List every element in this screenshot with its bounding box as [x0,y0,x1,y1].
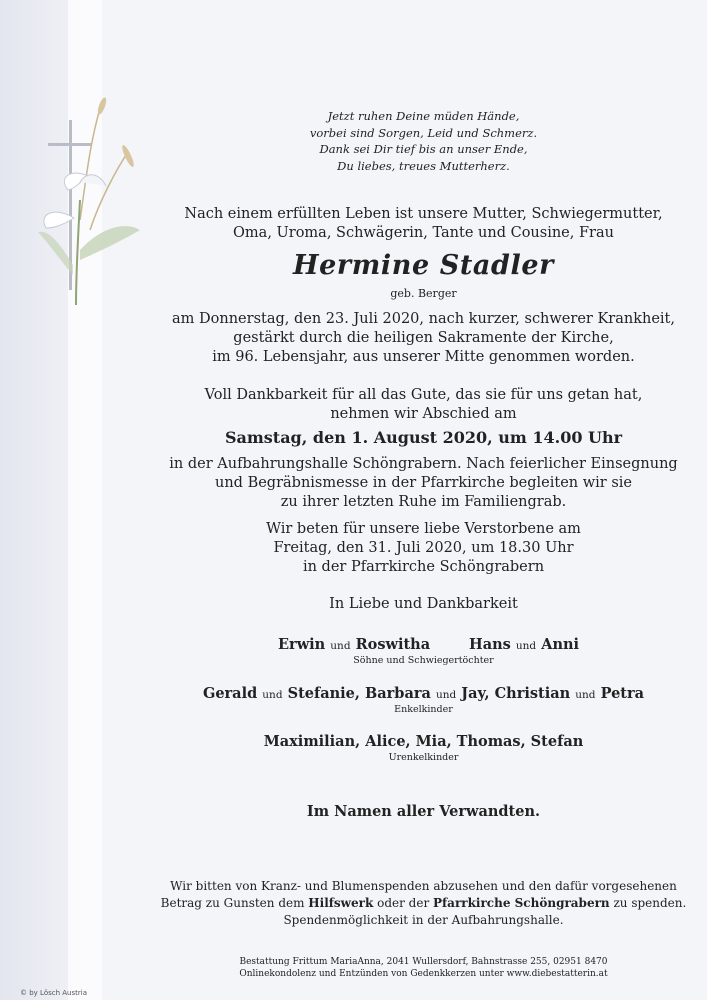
grandchild-name: Petra [600,685,645,702]
children-label: Söhne und Schwiegertöchter [353,655,494,666]
prayer-line-3: in der Pfarrkirche Schöngrabern [302,559,545,575]
maiden-name: geb. Berger [390,287,457,300]
church-name: Pfarrkirche Schöngrabern [433,896,610,910]
death-line-1: am Donnerstag, den 23. Juli 2020, nach kurzer, schwerer Krankheit, [172,311,675,327]
child-name: Roswitha [355,636,431,653]
content-column [140,0,707,1000]
und-text: und [330,640,351,652]
children-pair-1 [278,636,430,653]
undertaker-line-1: Bestattung Frittum MariaAnna, 2041 Wullersdorf, Bahnstrasse 255, 02951 8470 [239,957,608,967]
poem-line-3: Dank sei Dir tief bis an unser Ende, [319,142,528,156]
donation-line-1: Wir bitten von Kranz- und Blumenspenden abzusehen und den dafür vorgesehenen [170,879,677,893]
donation-text: oder der [373,896,433,910]
grandchild-name: Jay, Christian [461,685,571,702]
grandchildren-line [140,685,707,702]
children-pair-2 [469,636,579,653]
donation-text: zu spenden. [609,896,687,910]
donation-line-2 [140,895,707,912]
poem-line-4: Du liebes, treues Mutterherz. [337,158,510,173]
deceased-name: Hermine Stadler [293,250,554,281]
funeral-date: Samstag, den 1. August 2020, um 14.00 Uhr [224,428,623,447]
grandchildren-label: Enkelkinder [394,704,453,715]
prayer-line-1: Wir beten für unsere liebe Verstorbene am [266,521,581,537]
poem-line-1: Jetzt ruhen Deine müden Hände, [327,109,520,123]
greatgrandchildren-label: Urenkelkinder [388,752,459,763]
death-line-3: im 96. Lebensjahr, aus unserer Mitte genommen worden. [212,349,635,365]
intro-line-1: Nach einem erfüllten Leben ist unsere Mutter, Schwiegermutter, [184,206,663,222]
und-text: und [575,689,596,701]
child-name: Erwin [278,636,326,653]
und-text: und [435,689,457,701]
donation-line-3: Spendenmöglichkeit in der Aufbahrungshalle. [283,913,564,927]
funeral-line-1: in der Aufbahrungshalle Schöngrabern. Nach feierlicher Einsegnung [169,456,678,472]
grandchild-name: Gerald [202,685,258,702]
child-name: Hans [469,636,511,653]
und-text: und [262,689,283,701]
funeral-line-2: und Begräbnismesse in der Pfarrkirche begleiten wir sie [215,475,632,491]
death-line-2: gestärkt durch die heiligen Sakramente der Kirche, [233,330,614,346]
und-text: und [515,640,537,652]
relatives-line: Im Namen aller Verwandten. [306,803,541,820]
poem-line-2: vorbei sind Sorgen, Leid und Schmerz. [309,125,538,140]
greatgrandchildren-names: Maximilian, Alice, Mia, Thomas, Stefan [263,733,584,750]
cross-and-calla-lily-icon [28,90,143,305]
child-name: Anni [541,636,580,653]
prayer-line-2: Freitag, den 31. Juli 2020, um 18.30 Uhr [273,540,574,556]
grandchild-name: Stefanie, Barbara [287,685,431,702]
donation-text: Betrag zu Gunsten dem [160,896,309,910]
love-line: In Liebe und Dankbarkeit [329,596,518,612]
thanks-line-2: nehmen wir Abschied am [330,406,517,422]
undertaker-line-2: Onlinekondolenz und Entzünden von Gedenkkerzen unter www.diebestatterin.at [239,969,608,979]
funeral-line-3: zu ihrer letzten Ruhe im Familiengrab. [280,494,567,510]
thanks-line-1: Voll Dankbarkeit für all das Gute, das sie für uns getan hat, [204,387,643,403]
hilfswerk-name: Hilfswerk [308,896,374,910]
copyright: © by Lösch Austria [20,989,87,997]
intro-line-2: Oma, Uroma, Schwägerin, Tante und Cousine, Frau [233,225,614,241]
